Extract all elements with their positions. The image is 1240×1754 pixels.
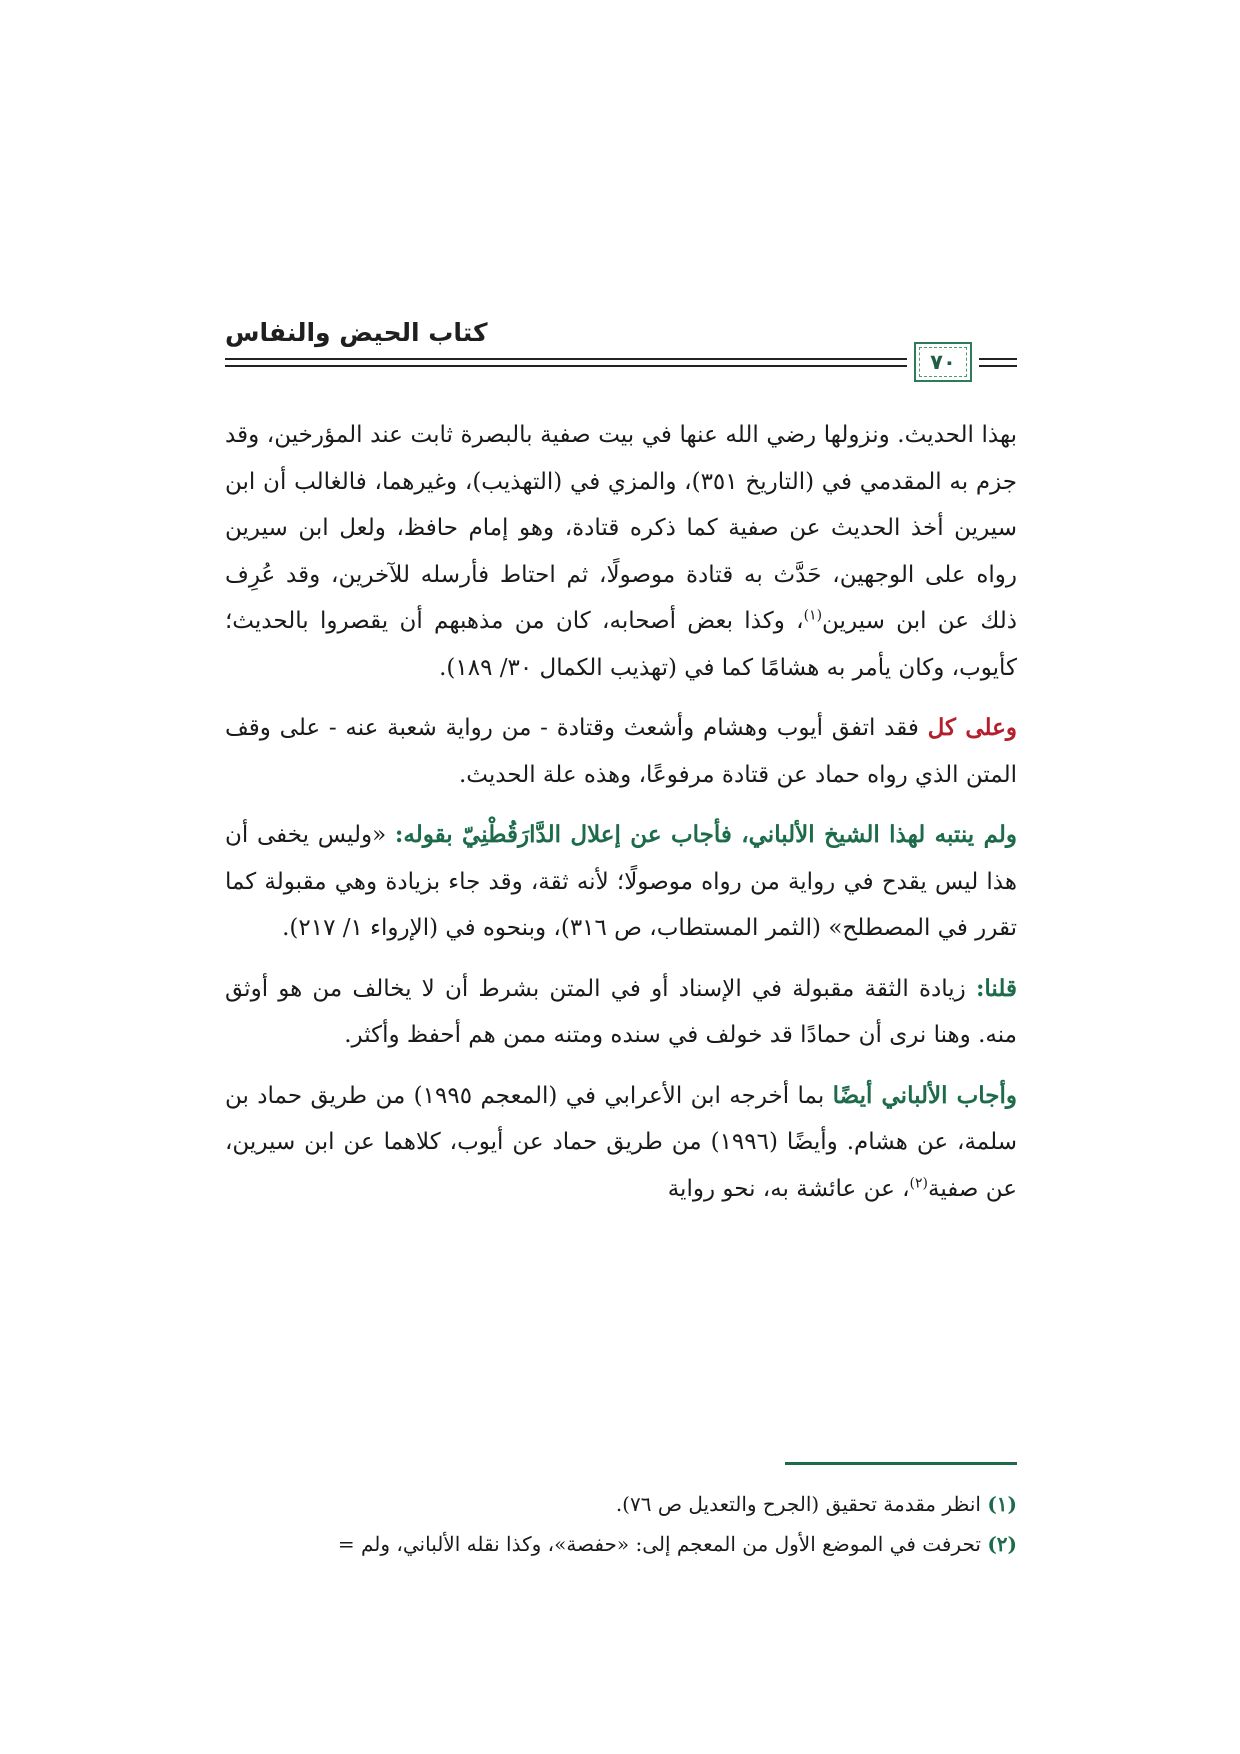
header-rule-bottom xyxy=(225,365,907,367)
main-text xyxy=(225,412,1017,1212)
paragraph-2 xyxy=(225,705,1017,798)
paragraph-1-text: بهذا الحديث. ونزولها رضي الله عنها في بيت صفية بالبصرة ثابت عند المؤرخين، وقد جزم به المقدمي في (التاريخ ٣٥١)، والمزي في (التهذيب)، وغيرهما، فالغالب أن ابن سيرين أخذ الحديث عن صفية كما ذكره قتادة، وهو إمام حافظ، ولعل ابن سيرين رواه على الوجهين، حَدَّث به قتادة موصولًا، ثم احتاط فأرسله للآخرين، وقد عُرِف ذلك عن ابن سيرين xyxy=(225,422,1017,634)
footnote-ref-1[interactable]: (١) xyxy=(803,607,823,624)
footnotes xyxy=(225,1484,1017,1564)
page-number-frame xyxy=(914,342,972,382)
paragraph-1-text-cont: ، وكذا بعض أصحابه، كان من مذهبهم أن يقصروا بالحديث؛ كأيوب، وكان يأمر به هشامًا كما في (تهذيب الكمال ٣٠/ ١٨٩). xyxy=(225,608,1017,681)
paragraph-4-text: زيادة الثقة مقبولة في الإسناد أو في المتن بشرط أن لا يخالف من هو أوثق منه. وهنا نرى أن حمادًا قد خولف في سنده ومتنه ممن هم أحفظ وأكثر. xyxy=(225,975,1017,1048)
paragraph-3-text: «وليس يخفى أن هذا ليس يقدح في رواية من رواه موصولًا؛ لأنه ثقة، وقد جاء بزيادة وهي مقبولة كما تقرر في المصطلح» (الثمر المستطاب، ص ٣١٦)، وبنحوه في (الإرواء ١/ ٢١٧). xyxy=(225,822,1017,941)
paragraph-4-lead: قلنا: xyxy=(975,974,1017,1002)
book-title: كتاب الحيض والنفاس xyxy=(225,318,488,347)
footnote-2-number: (٢) xyxy=(987,1532,1017,1556)
footnote-2 xyxy=(225,1524,1017,1564)
paragraph-3 xyxy=(225,812,1017,952)
footnote-1-text: انظر مقدمة تحقيق (الجرح والتعديل ص ٧٦). xyxy=(615,1492,988,1516)
paragraph-2-text: فقد اتفق أيوب وهشام وأشعث وقتادة - من رواية شعبة عنه - على وقف المتن الذي رواه حماد عن قتادة مرفوعًا، وهذه علة الحديث. xyxy=(225,715,1017,788)
page-header xyxy=(225,318,1017,388)
header-rule-top xyxy=(225,358,907,360)
header-rule-right-top xyxy=(979,358,1017,360)
paragraph-3-lead: ولم ينتبه لهذا الشيخ الألباني، فأجاب عن إعلال الدَّارَقُطْنِيّ بقوله: xyxy=(394,821,1018,848)
paragraph-2-lead: وعلى كل xyxy=(927,714,1017,741)
footnote-separator xyxy=(785,1462,1017,1465)
paragraph-5 xyxy=(225,1073,1017,1213)
paragraph-5-text: بما أخرجه ابن الأعرابي في (المعجم ١٩٩٥) من طريق حماد بن سلمة، عن هشام. وأيضًا (١٩٩٦) من طريق حماد عن أيوب، كلاهما عن ابن سيرين، عن صفية xyxy=(225,1082,1017,1202)
footnote-2-text: تحرفت في الموضع الأول من المعجم إلى: «حفصة»، وكذا نقله الألباني، ولم = xyxy=(337,1532,988,1556)
footnote-1 xyxy=(225,1484,1017,1524)
paragraph-5-lead: وأجاب الألباني أيضًا xyxy=(832,1081,1017,1109)
page-number: ٧٠ xyxy=(930,350,956,374)
footnote-ref-2[interactable]: (٢) xyxy=(909,1174,929,1191)
footnote-1-number: (١) xyxy=(987,1492,1017,1516)
paragraph-1 xyxy=(225,412,1017,691)
header-rule-right-bottom xyxy=(979,365,1017,367)
paragraph-4 xyxy=(225,966,1017,1059)
paragraph-5-text-cont: ، عن عائشة به، نحو رواية xyxy=(667,1175,910,1202)
